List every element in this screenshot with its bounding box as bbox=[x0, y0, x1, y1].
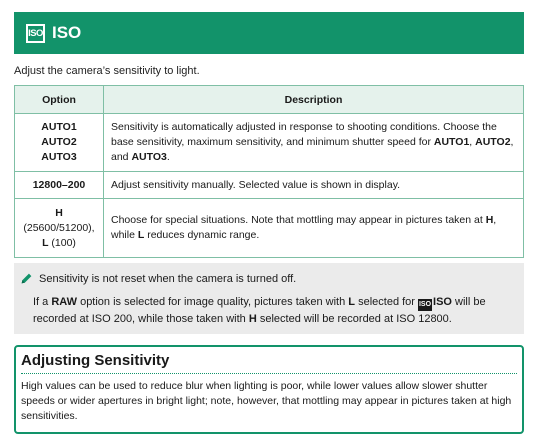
divider bbox=[21, 373, 517, 374]
description-cell bbox=[104, 114, 524, 172]
desc-text: reduces dynamic range. bbox=[144, 229, 260, 241]
note-text: Sensitivity is not reset when the camera is turned off. bbox=[39, 272, 297, 285]
table-row bbox=[15, 114, 524, 172]
option-cell bbox=[15, 114, 104, 172]
section-title: Adjusting Sensitivity bbox=[21, 352, 170, 369]
note-bold: L bbox=[348, 296, 356, 308]
description-cell: Adjust sensitivity manually. Selected value is shown in display. bbox=[104, 172, 524, 199]
desc-text: . bbox=[166, 151, 170, 163]
note-bold: ISO bbox=[433, 296, 452, 308]
note-paragraph bbox=[33, 294, 518, 328]
options-table bbox=[14, 85, 524, 258]
note-text: selected for bbox=[355, 296, 419, 308]
desc-text: , bbox=[469, 136, 476, 148]
option-auto1: AUTO1 bbox=[41, 121, 77, 133]
note-bold: RAW bbox=[51, 296, 78, 308]
desc-text: , while bbox=[111, 214, 497, 241]
desc-bold: H bbox=[485, 214, 494, 226]
option-auto3: AUTO3 bbox=[41, 151, 77, 163]
column-header-option: Option bbox=[15, 86, 104, 114]
option-h: H bbox=[55, 206, 63, 219]
note-first-line bbox=[20, 272, 296, 285]
desc-bold: L bbox=[137, 229, 145, 241]
note-bold: H bbox=[248, 313, 257, 325]
table-row bbox=[15, 199, 524, 258]
description-cell bbox=[104, 199, 524, 258]
page-title: ISO bbox=[52, 23, 82, 42]
iso-icon: ISO bbox=[26, 24, 45, 43]
note-text: will be recorded at ISO 200, while those taken with bbox=[33, 296, 486, 325]
section-text: High values can be used to reduce blur when lighting is poor, while lower values allow slower shutter speeds or wider apertures in bright light; note, however, that mottling may appear in pictures taken at high sensitivities. bbox=[21, 380, 512, 422]
note-text: selected will be recorded at ISO 12800. bbox=[256, 313, 452, 325]
adjusting-sensitivity-box bbox=[14, 345, 524, 434]
desc-text: , and bbox=[111, 136, 514, 163]
desc-text: Choose for special situations. Note that mottling may appear in pictures taken at bbox=[111, 214, 486, 226]
desc-bold: AUTO2 bbox=[475, 136, 511, 148]
note-text: option is selected for image quality, pictures taken with bbox=[77, 296, 349, 308]
desc-text: Sensitivity is automatically adjusted in response to shooting conditions. Choose the base sensitivity, maximum sensitivity, and minimum shutter speed for bbox=[111, 121, 497, 148]
note-box bbox=[14, 263, 524, 334]
pencil-icon bbox=[20, 272, 33, 285]
option-h-detail: (25600/51200), bbox=[23, 221, 95, 234]
option-cell bbox=[15, 199, 104, 258]
note-text: If a bbox=[33, 296, 52, 308]
intro-text: Adjust the camera’s sensitivity to light. bbox=[14, 65, 200, 77]
option-l: L bbox=[42, 236, 49, 249]
option-auto2: AUTO2 bbox=[41, 136, 77, 148]
table-header-row bbox=[15, 86, 524, 114]
iso-icon: ISO bbox=[418, 299, 432, 311]
page-header bbox=[14, 12, 524, 54]
column-header-description: Description bbox=[104, 86, 524, 114]
option-cell bbox=[15, 172, 104, 199]
desc-bold: AUTO1 bbox=[433, 136, 470, 148]
table-row bbox=[15, 172, 524, 199]
desc-bold: AUTO3 bbox=[131, 151, 167, 163]
option-manual: 12800–200 bbox=[32, 178, 86, 191]
option-l-detail: (100) bbox=[48, 236, 76, 249]
